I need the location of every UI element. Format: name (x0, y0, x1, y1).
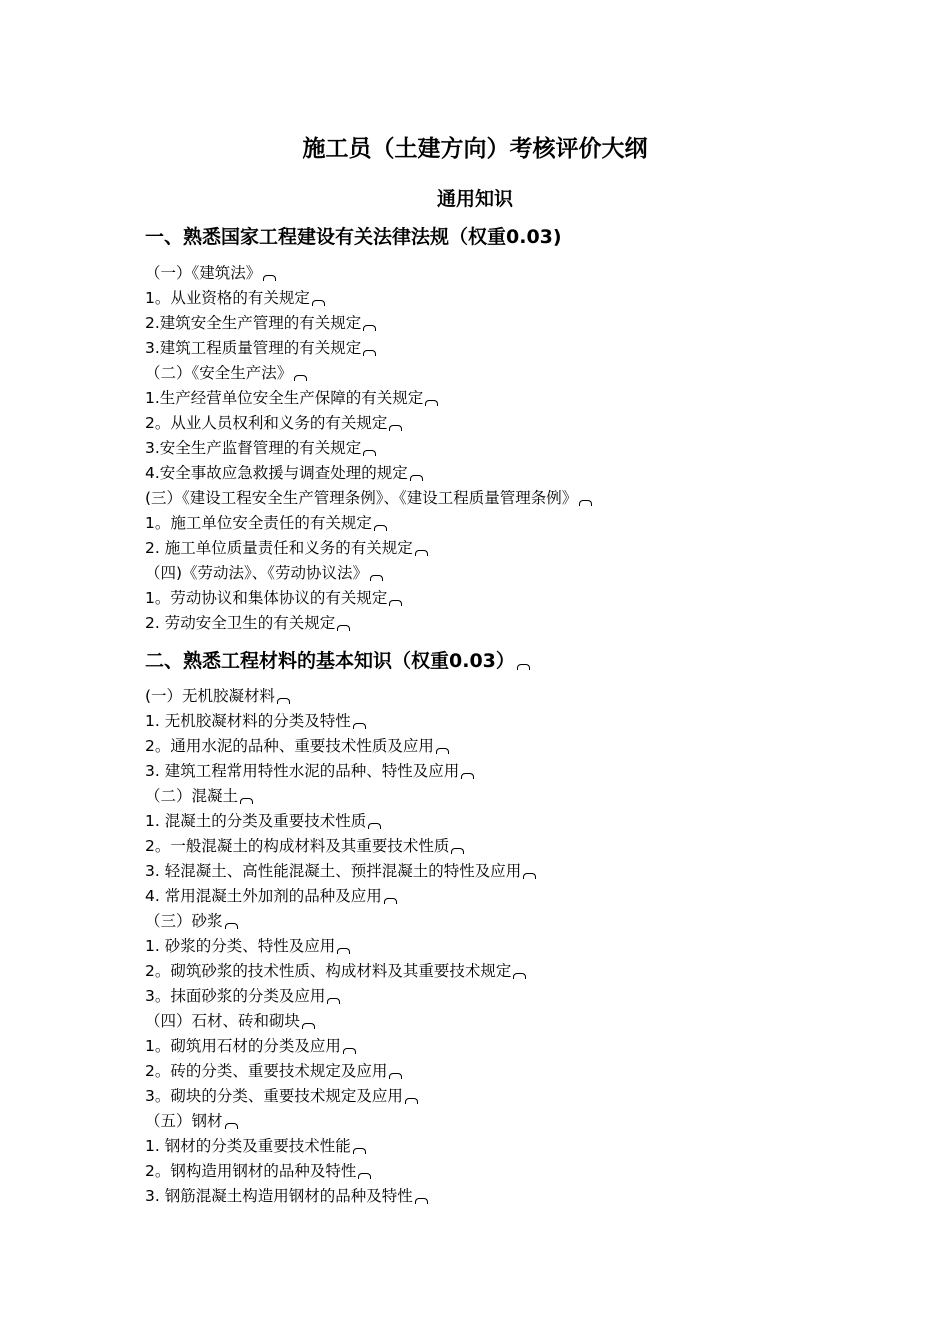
document-title: 施工员（土建方向）考核评价大纲 (302, 136, 648, 162)
list-item: 3. 钢筋混凝土构造用钢材的品种及特性 (145, 1184, 536, 1209)
paragraph-mark-icon (389, 600, 402, 606)
paragraph-mark-icon (363, 350, 376, 356)
paragraph-mark-icon (425, 400, 438, 406)
paragraph-mark-icon (517, 664, 530, 670)
paragraph-mark-icon (363, 325, 376, 331)
paragraph-mark-icon (384, 898, 397, 904)
list-item: 1. 无机胶凝材料的分类及特性 (145, 709, 536, 734)
paragraph-mark-icon (523, 873, 536, 879)
list-item: 1。从业资格的有关规定 (145, 286, 592, 311)
list-item: （四）石材、砖和砌块 (145, 1009, 536, 1034)
list-item: 1。砌筑用石材的分类及应用 (145, 1034, 536, 1059)
section-heading-2: 二、熟悉工程材料的基本知识（权重0.03） (145, 645, 530, 677)
list-item: （一）《建筑法》 (145, 261, 592, 286)
list-item: 2。从业人员权利和义务的有关规定 (145, 411, 592, 436)
list-item: (三）《建设工程安全生产管理条例》、《建设工程质量管理条例》 (145, 486, 592, 511)
paragraph-mark-icon (415, 550, 428, 556)
paragraph-mark-icon (277, 698, 290, 704)
paragraph-mark-icon (353, 723, 366, 729)
list-item: 1.生产经营单位安全生产保障的有关规定 (145, 386, 592, 411)
paragraph-mark-icon (337, 625, 350, 631)
paragraph-mark-icon (410, 475, 423, 481)
list-item: 2。一般混凝土的构成材料及其重要技术性质 (145, 834, 536, 859)
paragraph-mark-icon (451, 848, 464, 854)
paragraph-mark-icon (294, 375, 307, 381)
paragraph-mark-icon (337, 948, 350, 954)
paragraph-mark-icon (370, 575, 383, 581)
list-item: (一）无机胶凝材料 (145, 684, 536, 709)
list-item: （二）混凝土 (145, 784, 536, 809)
list-item: 3。抹面砂浆的分类及应用 (145, 984, 536, 1009)
list-item: 2。通用水泥的品种、重要技术性质及应用 (145, 734, 536, 759)
list-item: 1。施工单位安全责任的有关规定 (145, 511, 592, 536)
section-list-2 (145, 684, 536, 1209)
paragraph-mark-icon (579, 500, 592, 506)
paragraph-mark-icon (513, 973, 526, 979)
paragraph-mark-icon (389, 425, 402, 431)
list-item: 3. 建筑工程常用特性水泥的品种、特性及应用 (145, 759, 536, 784)
list-item: 1. 砂浆的分类、特性及应用 (145, 934, 536, 959)
list-item: 3. 轻混凝土、高性能混凝土、预拌混凝土的特性及应用 (145, 859, 536, 884)
list-item: 3。砌块的分类、重要技术规定及应用 (145, 1084, 536, 1109)
paragraph-mark-icon (263, 275, 276, 281)
list-item: （三）砂浆 (145, 909, 536, 934)
paragraph-mark-icon (363, 450, 376, 456)
paragraph-mark-icon (405, 1098, 418, 1104)
paragraph-mark-icon (389, 1073, 402, 1079)
section-heading-1: 一、熟悉国家工程建设有关法律法规（权重0.03) (145, 226, 562, 248)
paragraph-mark-icon (358, 1173, 371, 1179)
document-subtitle: 通用知识 (436, 188, 513, 210)
paragraph-mark-icon (368, 823, 381, 829)
list-item: （四)《劳动法》、《劳动协议法》 (145, 561, 592, 586)
paragraph-mark-icon (461, 773, 474, 779)
paragraph-mark-icon (436, 748, 449, 754)
paragraph-mark-icon (343, 1048, 356, 1054)
paragraph-mark-icon (312, 300, 325, 306)
list-item: 2。钢构造用钢材的品种及特性 (145, 1159, 536, 1184)
list-item: 2. 劳动安全卫生的有关规定 (145, 611, 592, 636)
paragraph-mark-icon (240, 798, 253, 804)
list-item: 4.安全事故应急救援与调查处理的规定 (145, 461, 592, 486)
list-item: 1。劳动协议和集体协议的有关规定 (145, 586, 592, 611)
list-item: 4. 常用混凝土外加剂的品种及应用 (145, 884, 536, 909)
section-list-1 (145, 261, 592, 636)
paragraph-mark-icon (225, 1123, 238, 1129)
paragraph-mark-icon (302, 1023, 315, 1029)
paragraph-mark-icon (225, 923, 238, 929)
paragraph-mark-icon (374, 525, 387, 531)
paragraph-mark-icon (415, 1198, 428, 1204)
list-item: 2. 施工单位质量责任和义务的有关规定 (145, 536, 592, 561)
paragraph-mark-icon (327, 998, 340, 1004)
list-item: （二）《安全生产法》 (145, 361, 592, 386)
list-item: 1. 钢材的分类及重要技术性能 (145, 1134, 536, 1159)
list-item: 2。砌筑砂浆的技术性质、构成材料及其重要技术规定 (145, 959, 536, 984)
list-item: 3.安全生产监督管理的有关规定 (145, 436, 592, 461)
list-item: 1. 混凝土的分类及重要技术性质 (145, 809, 536, 834)
paragraph-mark-icon (353, 1148, 366, 1154)
list-item: （五）钢材 (145, 1109, 536, 1134)
list-item: 2。砖的分类、重要技术规定及应用 (145, 1059, 536, 1084)
list-item: 2.建筑安全生产管理的有关规定 (145, 311, 592, 336)
list-item: 3.建筑工程质量管理的有关规定 (145, 336, 592, 361)
